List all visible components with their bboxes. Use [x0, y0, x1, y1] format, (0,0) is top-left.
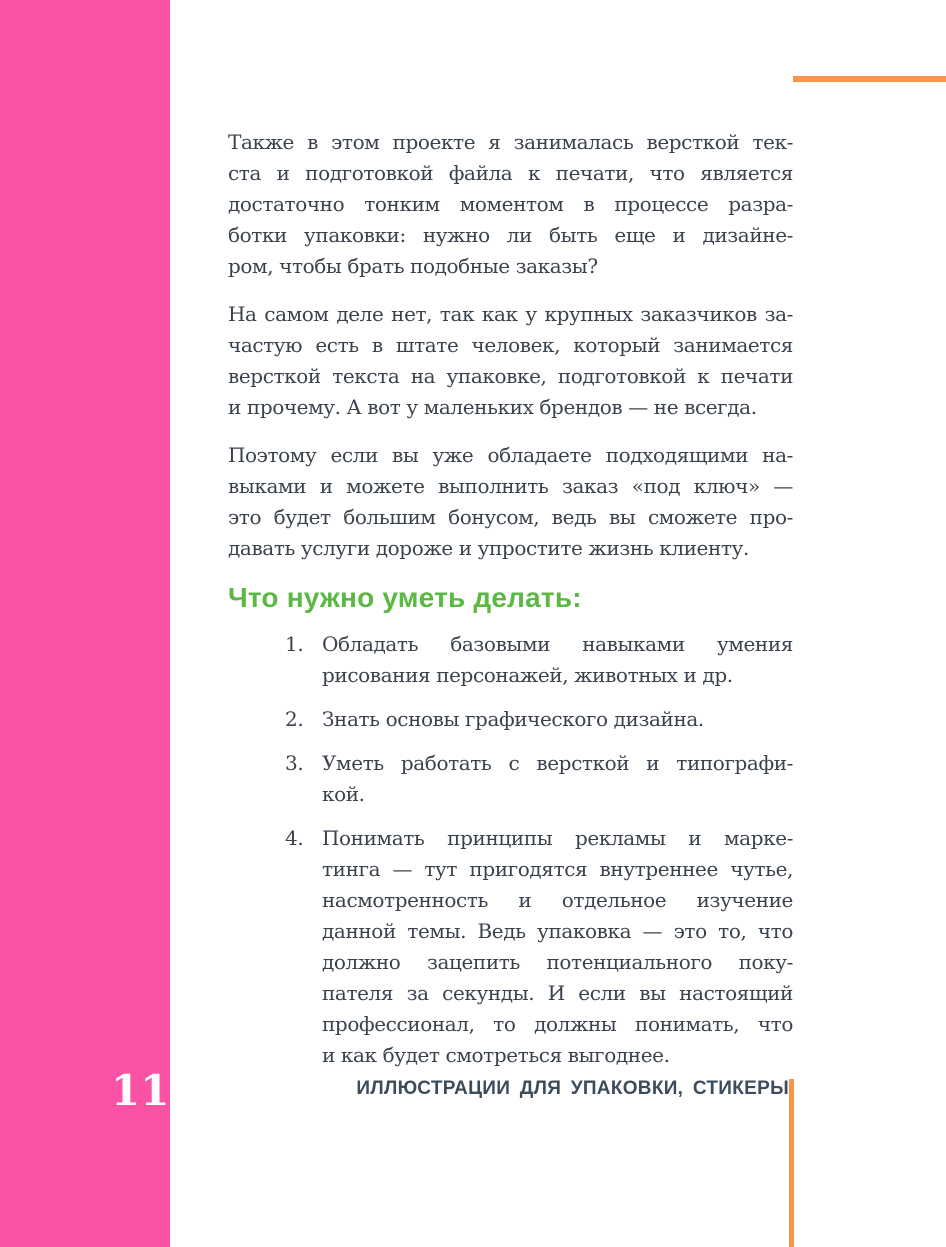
- paragraph-3: [228, 440, 793, 564]
- text-line: ста и подготовкой файла к печати, что является: [228, 161, 793, 185]
- text-line: ром, чтобы брать подобные заказы?: [228, 254, 598, 278]
- list-item-number: 1.: [285, 632, 304, 656]
- list-item-number: 4.: [285, 826, 304, 850]
- text-line: и прочему. А вот у маленьких брендов — не всегда.: [228, 395, 757, 419]
- text-line: Также в этом проекте я занималась версткой тек-: [228, 130, 793, 154]
- text-line: Уметь работать с версткой и типографи-: [322, 751, 793, 775]
- text-line: это будет большим бонусом, ведь вы сможете про-: [228, 505, 793, 529]
- paragraph-2: [228, 299, 793, 423]
- list-item-text: [322, 629, 793, 691]
- paragraph-1: [228, 127, 793, 282]
- text-line: версткой текста на упаковке, подготовкой к печати: [228, 364, 793, 388]
- text-line: данной темы. Ведь упаковка — это то, что: [322, 919, 793, 943]
- text-line: выками и можете выполнить заказ «под ключ» —: [228, 474, 793, 498]
- page-number: 11: [111, 1066, 170, 1115]
- text-line: частую есть в штате человек, который занимается: [228, 333, 793, 357]
- text-line: Понимать принципы рекламы и марке-: [322, 826, 793, 850]
- page-content: [228, 127, 793, 1084]
- list-item-text: [322, 823, 793, 1071]
- text-line: тинга — тут пригодятся внутреннее чутье,: [322, 857, 793, 881]
- list-item-text: [322, 748, 793, 810]
- section-heading: Что нужно уметь делать:: [228, 582, 582, 613]
- text-line: должно зацепить потенциального поку-: [322, 950, 793, 974]
- text-line: Поэтому если вы уже обладаете подходящими на-: [228, 443, 793, 467]
- list-item-text: [322, 704, 793, 735]
- list-item-2: [228, 704, 793, 735]
- list-item-number: 3.: [285, 751, 304, 775]
- list-item-3: [228, 748, 793, 810]
- list-item-1: [228, 629, 793, 691]
- text-line: ботки упаковки: нужно ли быть еще и дизайне-: [228, 223, 793, 247]
- text-line: насмотренность и отдельное изучение: [322, 888, 793, 912]
- pink-sidebar-band: [0, 0, 170, 1247]
- skills-numbered-list: [228, 629, 793, 1071]
- list-item-number: 2.: [285, 707, 304, 731]
- text-line: кой.: [322, 782, 365, 806]
- text-line: давать услуги дороже и упростите жизнь клиенту.: [228, 536, 749, 560]
- text-line: Знать основы графического дизайна.: [322, 707, 704, 731]
- text-line: и как будет смотреться выгоднее.: [322, 1043, 670, 1067]
- top-orange-rule: [793, 76, 946, 82]
- bottom-orange-rule: [789, 1079, 794, 1247]
- text-line: Обладать базовыми навыками умения: [322, 632, 793, 656]
- text-line: достаточно тонким моментом в процессе разра-: [228, 192, 793, 216]
- text-line: профессионал, то должны понимать, что: [322, 1012, 793, 1036]
- text-line: рисования персонажей, животных и др.: [322, 663, 733, 687]
- text-line: пателя за секунды. И если вы настоящий: [322, 981, 793, 1005]
- footer-section-title: ИЛЛЮСТРАЦИИ ДЛЯ УПАКОВКИ, СТИКЕРЫ: [356, 1078, 789, 1099]
- list-item-4: [228, 823, 793, 1071]
- text-line: На самом деле нет, так как у крупных заказчиков за-: [228, 302, 793, 326]
